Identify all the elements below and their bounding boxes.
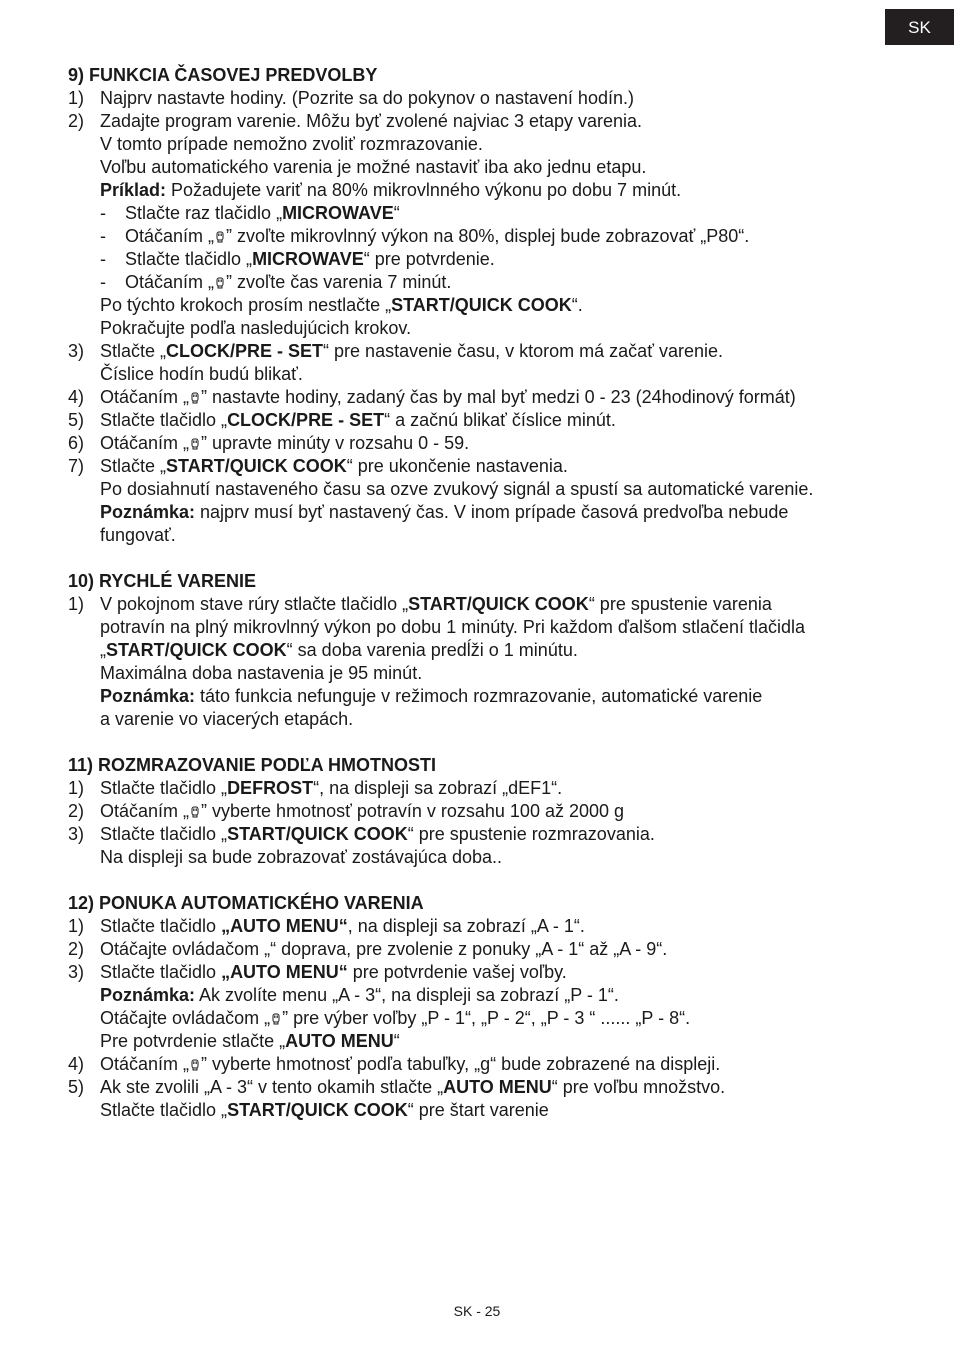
section-heading: 12) PONUKA AUTOMATICKÉHO VARENIA: [68, 893, 424, 913]
note-line: [68, 685, 908, 708]
item-continuation: Pre potvrdenie stlačte „AUTO MENU“: [100, 1031, 400, 1051]
example-label: Príklad:: [100, 180, 167, 200]
item-number: 1): [68, 916, 85, 936]
example-line: [68, 179, 908, 202]
key-name: AUTO MENU: [443, 1077, 552, 1097]
section-delay-start: [68, 64, 908, 547]
item-continuation: Na displeji sa bude zobrazovať zostávajúca doba..: [100, 847, 502, 867]
item-number: 6): [68, 433, 85, 453]
key-name: CLOCK/PRE - SET: [166, 341, 324, 361]
note-label: Poznámka:: [100, 686, 196, 706]
key-name: CLOCK/PRE - SET: [227, 410, 385, 430]
note-line: [68, 984, 908, 1007]
note-label: Poznámka:: [100, 985, 196, 1005]
rotary-knob-icon: [189, 392, 201, 404]
key-name: MICROWAVE: [282, 203, 394, 223]
list-item: 3) Stlačte tlačidlo „START/QUICK COOK“ pre spustenie rozmrazovania.: [68, 824, 655, 844]
note-line: [68, 501, 908, 524]
dash-item: - Otáčaním „ ” zvoľte mikrovlnný výkon na 80%, displej bude zobrazovať „P80“.: [100, 226, 750, 246]
list-item: 4) Otáčaním „ ” vyberte hmotnosť podľa tabuľky, „g“ bude zobrazené na displeji.: [68, 1054, 721, 1074]
list-item: 7) Stlačte „START/QUICK COOK“ pre ukončenie nastavenia.: [68, 456, 568, 476]
list-item: [68, 938, 908, 961]
dash-item: - Stlačte raz tlačidlo „MICROWAVE“: [100, 203, 400, 223]
key-name: MICROWAVE: [252, 249, 364, 269]
note-text: táto funkcia nefunguje v režimoch rozmrazovanie, automatické varenie: [195, 686, 763, 706]
item-continuation: Stlačte tlačidlo „START/QUICK COOK“ pre štart varenie: [100, 1100, 549, 1120]
dash-item: - Otáčaním „ ” zvoľte čas varenia 7 minút.: [100, 272, 452, 292]
note-label: Poznámka:: [100, 502, 196, 522]
item-number: 2): [68, 111, 85, 131]
section-auto-menu: [68, 892, 908, 1122]
item-number: 2): [68, 939, 85, 959]
key-name: START/QUICK COOK: [408, 594, 589, 614]
list-item: 1) Stlačte tlačidlo „DEFROST“, na displeji sa zobrazí „dEF1“.: [68, 778, 563, 798]
manual-content: [68, 64, 908, 1145]
rotary-knob-icon: [270, 1013, 282, 1025]
example-text: Požadujete variť na 80% mikrovlnného výkonu po dobu 7 minút.: [166, 180, 682, 200]
section-heading: 11) ROZMRAZOVANIE PODĽA HMOTNOSTI: [68, 755, 437, 775]
item-text: Otáčajte ovládačom „“ doprava, pre zvolenie z ponuky „A - 1“ až „A - 9“.: [100, 939, 668, 959]
item-continuation: fungovať.: [100, 525, 176, 545]
item-number: 4): [68, 387, 85, 407]
note-text: Ak zvolíte menu „A - 3“, na displeji sa zobrazí „P - 1“.: [195, 985, 619, 1005]
list-item: 5) Ak ste zvolili „A - 3“ v tento okamih stlačte „AUTO MENU“ pre voľbu množstvo.: [68, 1077, 726, 1097]
key-name: START/QUICK COOK: [106, 640, 287, 660]
key-name: „AUTO MENU“: [221, 962, 348, 982]
key-name: START/QUICK COOK: [166, 456, 347, 476]
list-item: 6) Otáčaním „ ” upravte minúty v rozsahu 0 - 59.: [68, 433, 470, 453]
list-item: 5) Stlačte tlačidlo „CLOCK/PRE - SET“ a začnú blikať číslice minút.: [68, 410, 616, 430]
item-number: 1): [68, 778, 85, 798]
item-continuation: Po týchto krokoch prosím nestlačte „START/QUICK COOK“.: [100, 295, 583, 315]
item-number: 3): [68, 962, 85, 982]
rotary-knob-icon: [214, 231, 226, 243]
item-continuation: Maximálna doba nastavenia je 95 minút.: [100, 663, 423, 683]
item-number: 5): [68, 410, 85, 430]
item-continuation: Otáčajte ovládačom „ ” pre výber voľby „P - 1“, „P - 2“, „P - 3 “ ...... „P - 8“.: [100, 1008, 691, 1028]
item-continuation: Po dosiahnutí nastaveného času sa ozve zvukový signál a spustí sa automatické varenie.: [100, 479, 814, 499]
language-tab: [885, 9, 954, 45]
item-continuation: Voľbu automatického varenia je možné nastaviť iba ako jednu etapu.: [100, 157, 647, 177]
key-name: START/QUICK COOK: [227, 824, 408, 844]
item-number: 1): [68, 594, 85, 614]
item-number: 5): [68, 1077, 85, 1097]
item-continuation: V tomto prípade nemožno zvoliť rozmrazovanie.: [100, 134, 483, 154]
item-text: Zadajte program varenie. Môžu byť zvolené najviac 3 etapy varenia.: [100, 111, 643, 131]
rotary-knob-icon: [214, 277, 226, 289]
dash-item: - Stlačte tlačidlo „MICROWAVE“ pre potvrdenie.: [100, 249, 495, 269]
list-item: 2) Otáčaním „ ” vyberte hmotnosť potravín v rozsahu 100 až 2000 g: [68, 801, 625, 821]
list-item: 1) Stlačte tlačidlo „AUTO MENU“, na displeji sa zobrazí „A - 1“.: [68, 916, 585, 936]
key-name: AUTO MENU: [285, 1031, 394, 1051]
rotary-knob-icon: [189, 1059, 201, 1071]
item-continuation: „START/QUICK COOK“ sa doba varenia predĺži o 1 minútu.: [100, 640, 578, 660]
page-number: SK - 25: [453, 1303, 501, 1319]
section-quick-cook: [68, 570, 908, 731]
list-item: 4) Otáčaním „ ” nastavte hodiny, zadaný čas by mal byť medzi 0 - 23 (24hodinový formát): [68, 387, 796, 407]
item-number: 3): [68, 824, 85, 844]
language-label: SK: [908, 17, 931, 37]
item-number: 4): [68, 1054, 85, 1074]
list-item: [68, 110, 908, 133]
item-continuation: a varenie vo viacerých etapách.: [100, 709, 354, 729]
section-heading: 10) RYCHLÉ VARENIE: [68, 571, 257, 591]
item-number: 7): [68, 456, 85, 476]
list-item: [68, 87, 908, 110]
list-item: 3) Stlačte tlačidlo „AUTO MENU“ pre potvrdenie vašej voľby.: [68, 962, 567, 982]
item-number: 2): [68, 801, 85, 821]
item-continuation: Pokračujte podľa nasledujúcich krokov.: [100, 318, 412, 338]
rotary-knob-icon: [189, 806, 201, 818]
key-name: START/QUICK COOK: [227, 1100, 408, 1120]
section-heading: 9) FUNKCIA ČASOVEJ PREDVOLBY: [68, 65, 378, 85]
rotary-knob-icon: [189, 438, 201, 450]
section-weight-defrost: [68, 754, 908, 869]
key-name: START/QUICK COOK: [391, 295, 572, 315]
key-name: DEFROST: [227, 778, 314, 798]
item-continuation: Číslice hodín budú blikať.: [100, 364, 303, 384]
note-text: najprv musí byť nastavený čas. V inom prípade časová predvoľba nebude: [195, 502, 789, 522]
list-item: 1) V pokojnom stave rúry stlačte tlačidlo „START/QUICK COOK“ pre spustenie varenia: [68, 594, 772, 614]
item-number: 3): [68, 341, 85, 361]
list-item: 3) Stlačte „CLOCK/PRE - SET“ pre nastavenie času, v ktorom má začať varenie.: [68, 341, 723, 361]
item-text: Najprv nastavte hodiny. (Pozrite sa do pokynov o nastavení hodín.): [100, 88, 634, 108]
key-name: „AUTO MENU“: [221, 916, 348, 936]
item-number: 1): [68, 88, 85, 108]
item-continuation: potravín na plný mikrovlnný výkon po dobu 1 minúty. Pri každom ďalšom stlačení tlačidla: [100, 617, 806, 637]
